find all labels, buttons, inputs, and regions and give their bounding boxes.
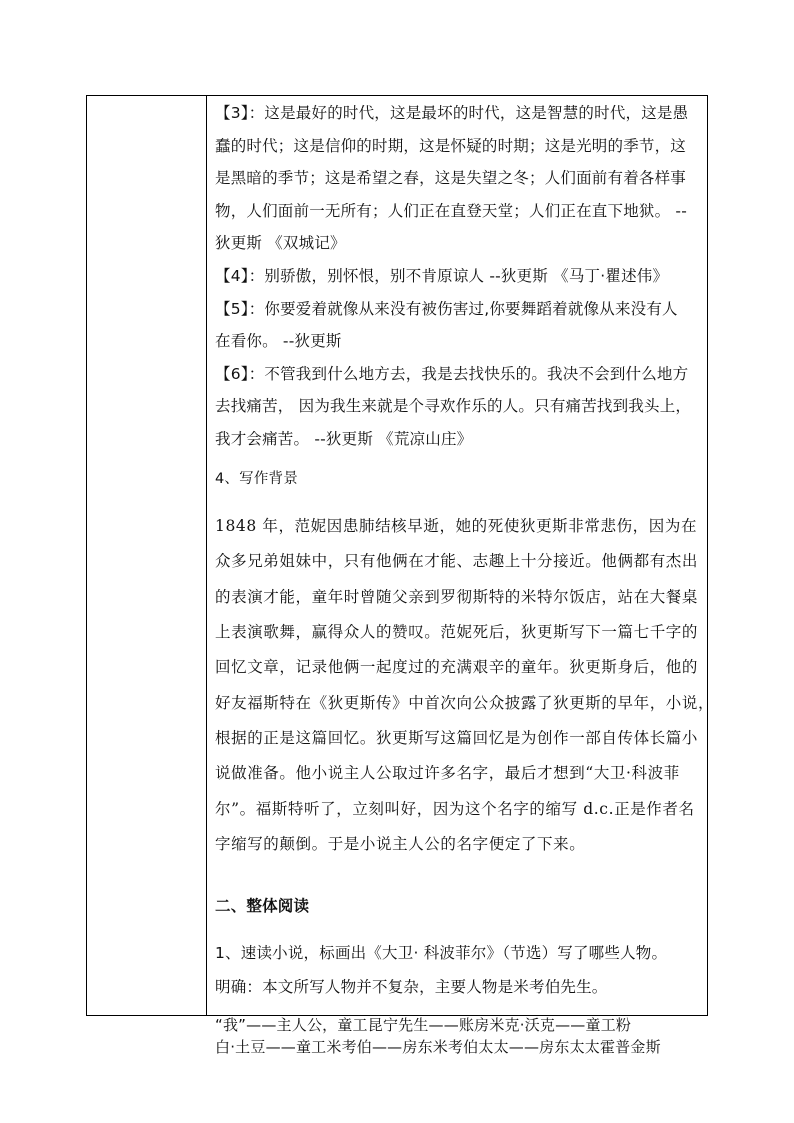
quote-3-line: 【3】：这是最好的时代，这是最坏的时代，这是智慧的时代，这是愚 <box>215 104 689 122</box>
quote-6-line: 我才会痛苦。 --狄更斯 《荒凉山庄》 <box>215 429 473 448</box>
background-line: 众多兄弟姐妹中，只有他俩在才能、志趣上十分接近。他俩都有杰出 <box>215 552 699 571</box>
quote-3-line: 是黑暗的季节；这是希望之春，这是失望之冬；人们面前有着各样事 <box>215 169 687 188</box>
background-line: 根据的正是这篇回忆。狄更斯写这篇回忆是为创作一部自传体长篇小 <box>215 728 699 747</box>
quote-6-line: 去找痛苦， 因为我生来就是个寻欢作乐的人。只有痛苦找到我头上， <box>215 397 692 416</box>
writing-background-paragraph <box>215 509 715 862</box>
character-line: “我”——主人公，童工昆宁先生——账房米克·沃克——童工粉 <box>215 1015 632 1034</box>
background-line: 字缩写的颠倒。于是小说主人公的名字便定了下来。 <box>215 834 586 853</box>
table-column-divider <box>206 95 207 1016</box>
quote-6 <box>215 358 703 456</box>
character-list <box>215 1014 703 1058</box>
quote-3-line: 蠢的时代；这是信仰的时期，这是怀疑的时期；这是光明的季节，这 <box>215 136 687 155</box>
background-line: 1848 年，范妮因患肺结核早逝，她的死使狄更斯非常悲伤，因为在 <box>215 517 698 536</box>
table-content-cell <box>215 97 715 1058</box>
background-line: 尔”。福斯特听了，立刻叫好，因为这个名字的缩写 d.c.正是作者名 <box>215 799 695 818</box>
quote-6-line: 【6】：不管我到什么地方去，我是去找快乐的。我决不会到什么地方 <box>215 364 689 383</box>
section-4-heading: 4、写作背景 <box>215 470 298 487</box>
quote-3-line: 狄更斯 《双城记》 <box>215 234 346 253</box>
background-line: 回忆文章，记录他俩一起度过的充满艰辛的童年。狄更斯身后，他的 <box>215 658 699 677</box>
task-1: 1、速读小说，标画出《大卫· 科波菲尔》（节选）写了哪些人物。 <box>215 943 668 962</box>
answer-text: 明确：本文所写人物并不复杂，主要人物是米考伯先生。 <box>215 978 608 997</box>
quote-3 <box>215 97 703 260</box>
quote-3-line: 物，人们面前一无所有；人们正在直登天堂；人们正在直下地狱。 -- <box>215 201 688 220</box>
background-line: 的表演才能，童年时曾随父亲到罗彻斯特的米特尔饭店，站在大餐桌 <box>215 587 699 606</box>
background-line: 上表演歌舞，赢得众人的赞叹。范妮死后，狄更斯写下一篇七千字的 <box>215 623 699 642</box>
background-line: 好友福斯特在《狄更斯传》中首次向公众披露了狄更斯的早年，小说， <box>215 693 715 712</box>
background-line: 说做准备。他小说主人公取过许多名字，最后才想到“大卫·科波菲 <box>215 764 680 783</box>
character-line: 白·土豆——童工米考伯——房东米考伯太太——房东太太霍普金斯 <box>215 1037 661 1056</box>
quote-5-line: 【5】：你要爱着就像从来没有被伤害过,你要舞蹈着就像从来没有人 <box>215 299 678 318</box>
quote-4: 【4】：别骄傲，别怀恨，别不肯原谅人 --狄更斯 《马丁·瞿述伟》 <box>215 266 669 285</box>
quote-5-line: 在看你。 --狄更斯 <box>215 332 342 351</box>
part-2-heading: 二、整体阅读 <box>215 897 310 916</box>
quote-5 <box>215 293 703 358</box>
table-left-cell <box>87 96 206 1015</box>
